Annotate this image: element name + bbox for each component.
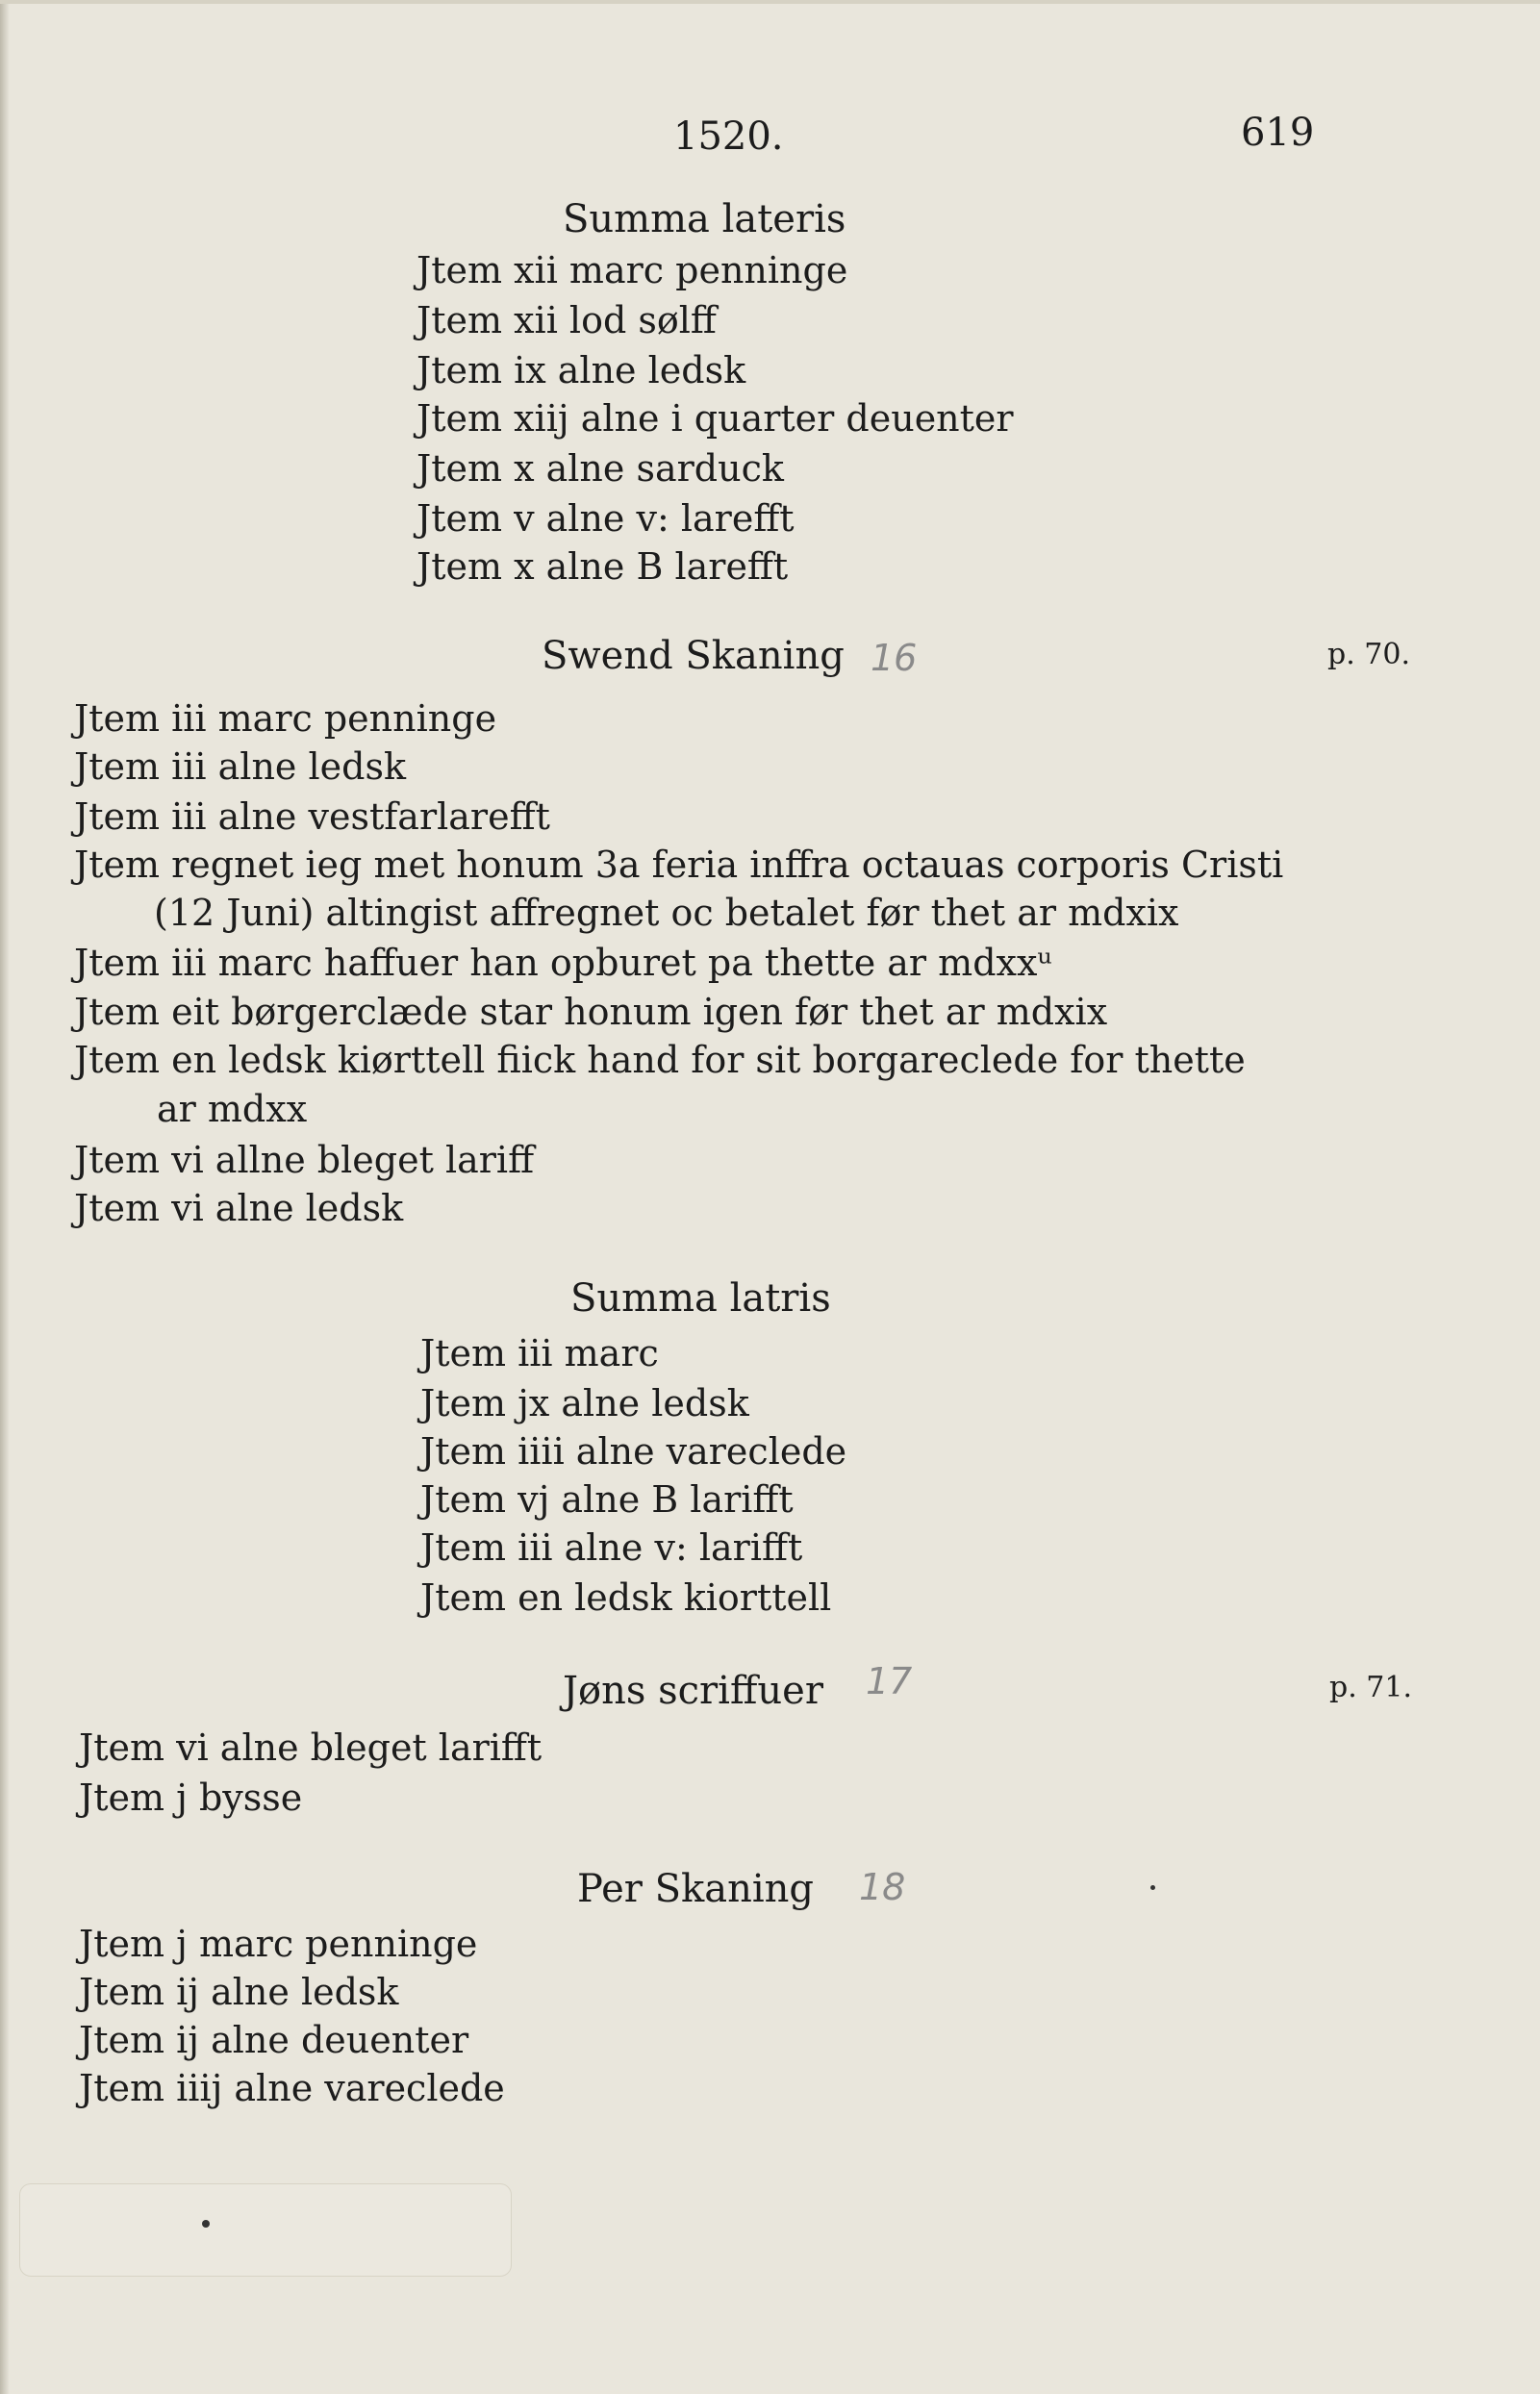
page-smudge [19, 2183, 512, 2277]
swend-line: Jtem en ledsk kiørttell fiick hand for sit borgareclede for thette [74, 1039, 1246, 1081]
swend-line: Jtem iii marc penninge [74, 697, 497, 740]
per-skaning-title: Per Skaning [577, 1867, 815, 1911]
swend-page-ref: p. 70. [1327, 638, 1410, 671]
summa-latris-line: Jtem jx alne ledsk [420, 1382, 749, 1424]
page-left-edge [0, 0, 10, 2394]
summa-lateris-line: Jtem v alne v: larefft [417, 497, 795, 540]
header-page-number: 619 [1241, 111, 1315, 155]
pencil-mark-16: 16 [871, 637, 918, 679]
summa-latris-title: Summa latris [570, 1276, 831, 1321]
summa-latris-line: Jtem en ledsk kiorttell [420, 1576, 832, 1619]
jons-line: Jtem j bysse [79, 1777, 303, 1819]
swend-line: ar mdxx [157, 1088, 308, 1130]
summa-lateris-line: Jtem x alne sarduck [417, 447, 784, 490]
pencil-mark-18: 18 [859, 1866, 906, 1908]
swend-line: Jtem iii marc haffuer han opburet pa thette ar mdxxᵘ [74, 942, 1052, 984]
swend-skaning-title: Swend Skaning [542, 634, 845, 678]
summa-lateris-line: Jtem xiij alne i quarter deuenter [417, 397, 1014, 440]
swend-line: Jtem iii alne vestfarlarefft [74, 795, 550, 838]
summa-latris-line: Jtem iii marc [420, 1332, 659, 1374]
jons-page-ref: p. 71. [1329, 1671, 1412, 1704]
jons-scriffuer-title: Jøns scriffuer [563, 1669, 823, 1713]
summa-lateris-line: Jtem xii lod sølff [417, 299, 717, 341]
summa-lateris-line: Jtem xii marc penninge [417, 249, 848, 291]
jons-line: Jtem vi alne bleget larifft [79, 1726, 543, 1769]
ink-dot [1150, 1885, 1155, 1890]
swend-line: (12 Juni) altingist affregnet oc betalet før thet ar mdxix [154, 892, 1179, 934]
summa-latris-line: Jtem iii alne v: larifft [420, 1526, 803, 1569]
summa-latris-line: Jtem iiii alne vareclede [420, 1430, 847, 1473]
per-line: Jtem ij alne deuenter [79, 2019, 469, 2061]
per-line: Jtem j marc penninge [79, 1923, 478, 1965]
summa-lateris-line: Jtem x alne B larefft [417, 545, 789, 588]
per-line: Jtem iiij alne vareclede [79, 2067, 505, 2109]
swend-line: Jtem eit børgerclæde star honum igen før thet ar mdxix [74, 991, 1108, 1033]
pencil-mark-17: 17 [866, 1660, 913, 1702]
summa-lateris-line: Jtem ix alne ledsk [417, 349, 746, 391]
ink-dot [202, 2220, 210, 2228]
swend-line: Jtem vi alne ledsk [74, 1187, 404, 1229]
swend-line: Jtem regnet ieg met honum 3a feria inffra octauas corporis Cristi [74, 844, 1284, 886]
summa-lateris-title: Summa lateris [563, 197, 846, 241]
swend-line: Jtem iii alne ledsk [74, 745, 406, 788]
per-line: Jtem ij alne ledsk [79, 1971, 399, 2013]
header-year: 1520. [673, 114, 784, 159]
page-top-edge [0, 0, 1540, 4]
swend-line: Jtem vi allne bleget lariff [74, 1139, 535, 1181]
summa-latris-line: Jtem vj alne B larifft [420, 1478, 794, 1521]
